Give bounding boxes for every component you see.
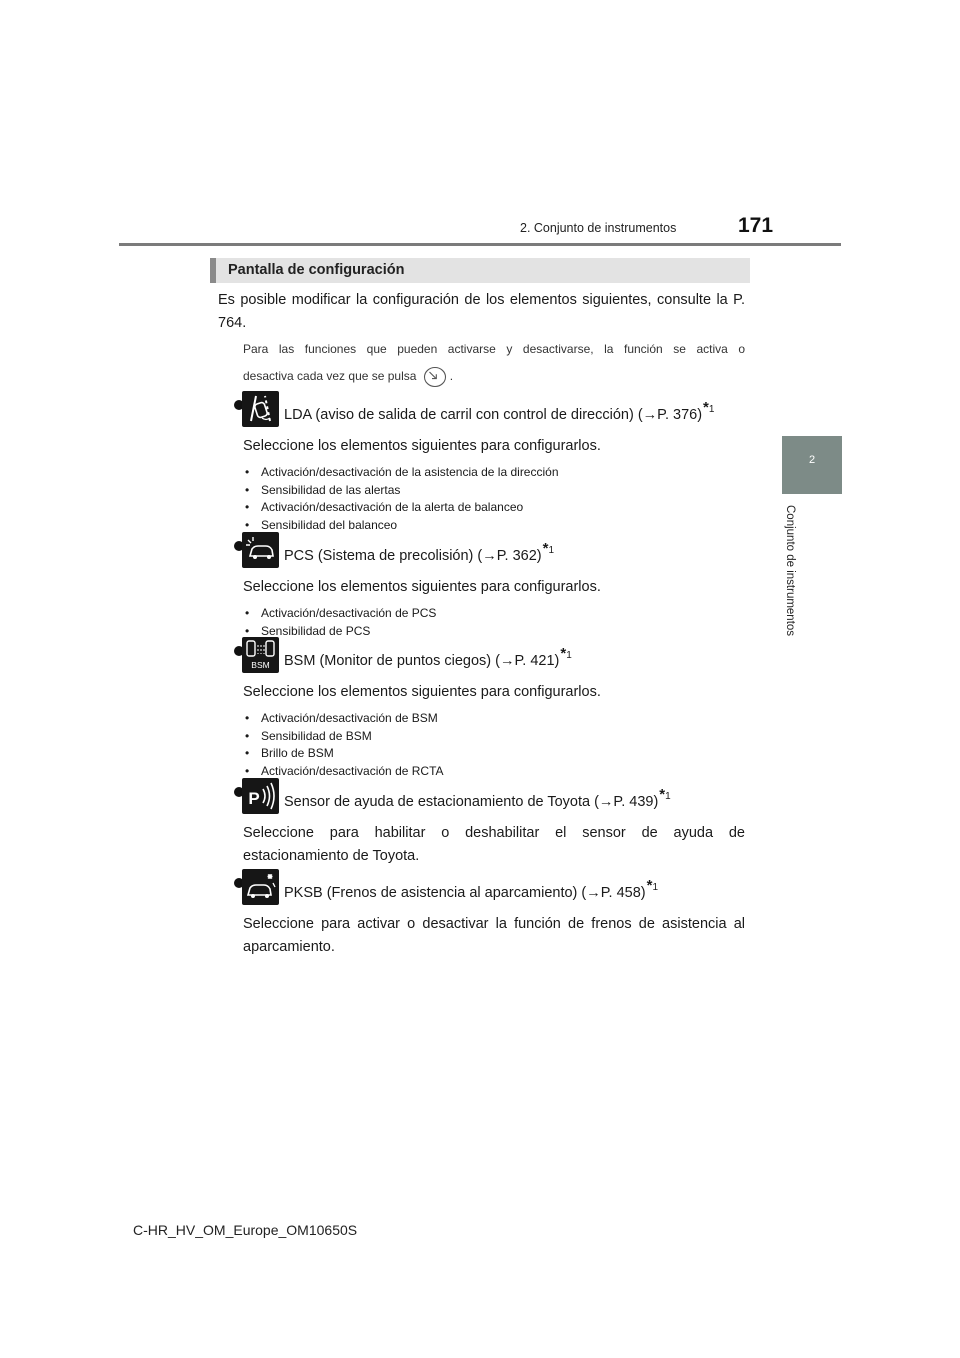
item-title: PKSB (Frenos de asistencia al aparcamiento) (→P. 458)$^{*1}$ [284,877,659,901]
note-paragraph [243,336,745,390]
list-item: • Sensibilidad de las alertas [243,482,754,500]
section-title: Pantalla de configuración [228,262,405,278]
chapter-title: Conjunto de instrumentos [784,505,796,637]
setting-item-bsm [234,637,754,780]
item-title: PCS (Sistema de precolisión) (→P. 362)$^{*1}$ [284,540,555,564]
bsm-blind-spot-icon [242,637,279,673]
setting-item-pksb [234,869,754,959]
note-line-1: Para las funciones que pueden activarse y desactivarse, la función se activa o [243,342,745,356]
options-list [243,605,754,640]
chapter-tab [782,436,842,494]
pcs-precollision-icon [242,532,279,568]
enter-button-icon [423,365,447,389]
item-description: Seleccione para habilitar o deshabilitar el sensor de ayuda de estacionamiento de Toyota. [243,825,745,864]
item-title: BSM (Monitor de puntos ciegos) (→P. 421)$^{*1}$ [284,645,572,669]
list-item: • Activación/desactivación de RCTA [243,763,754,781]
list-item: • Activación/desactivación de la alerta de balanceo [243,499,754,517]
list-item: • Activación/desactivación de BSM [243,710,754,728]
item-description: Seleccione los elementos siguientes para configurarlos. [243,438,601,454]
lda-lane-departure-icon [242,391,279,427]
header-section-title: 2. Conjunto de instrumentos [520,221,677,235]
list-item: • Activación/desactivación de la asistencia de la dirección [243,464,754,482]
note-line-2: desactiva cada vez que se pulsa [243,369,417,383]
pksb-parking-brake-icon [242,869,279,905]
chapter-side-title [774,505,818,655]
options-list [243,464,754,534]
item-description: Seleccione los elementos siguientes para configurarlos. [243,684,601,700]
page-header [0,0,960,250]
section-heading [210,258,750,283]
parking-sensor-icon [242,778,279,814]
list-item: • Brillo de BSM [243,745,754,763]
item-title: LDA (aviso de salida de carril con control de dirección) (→P. 376)$^{*1}$ [284,399,715,423]
setting-item-pcs [234,532,754,640]
list-item: • Activación/desactivación de PCS [243,605,754,623]
document-code: C-HR_HV_OM_Europe_OM10650S [133,1222,358,1238]
intro-paragraph: Es posible modificar la configuración de los elementos siguientes, consulte la P. 764. [218,292,745,331]
item-description: Seleccione los elementos siguientes para configurarlos. [243,579,601,595]
item-title: Sensor de ayuda de estacionamiento de Toyota (→P. 439)$^{*1}$ [284,786,671,810]
item-description: Seleccione para activar o desactivar la función de frenos de asistencia al aparcamiento. [243,916,745,955]
svg-text:BSM: BSM [251,660,270,670]
list-item: • Sensibilidad de BSM [243,728,754,746]
page-number: 171 [738,214,774,237]
setting-item-lda [234,391,754,534]
header-rule [119,243,841,246]
svg-text:P: P [248,789,260,808]
note-end: . [449,369,454,383]
setting-item-parking-sensor [234,778,754,868]
chapter-number: 2 [808,454,816,466]
list-item: • Sensibilidad de PCS [243,623,754,641]
list-item: • Sensibilidad del balanceo [243,517,754,535]
options-list [243,710,754,780]
